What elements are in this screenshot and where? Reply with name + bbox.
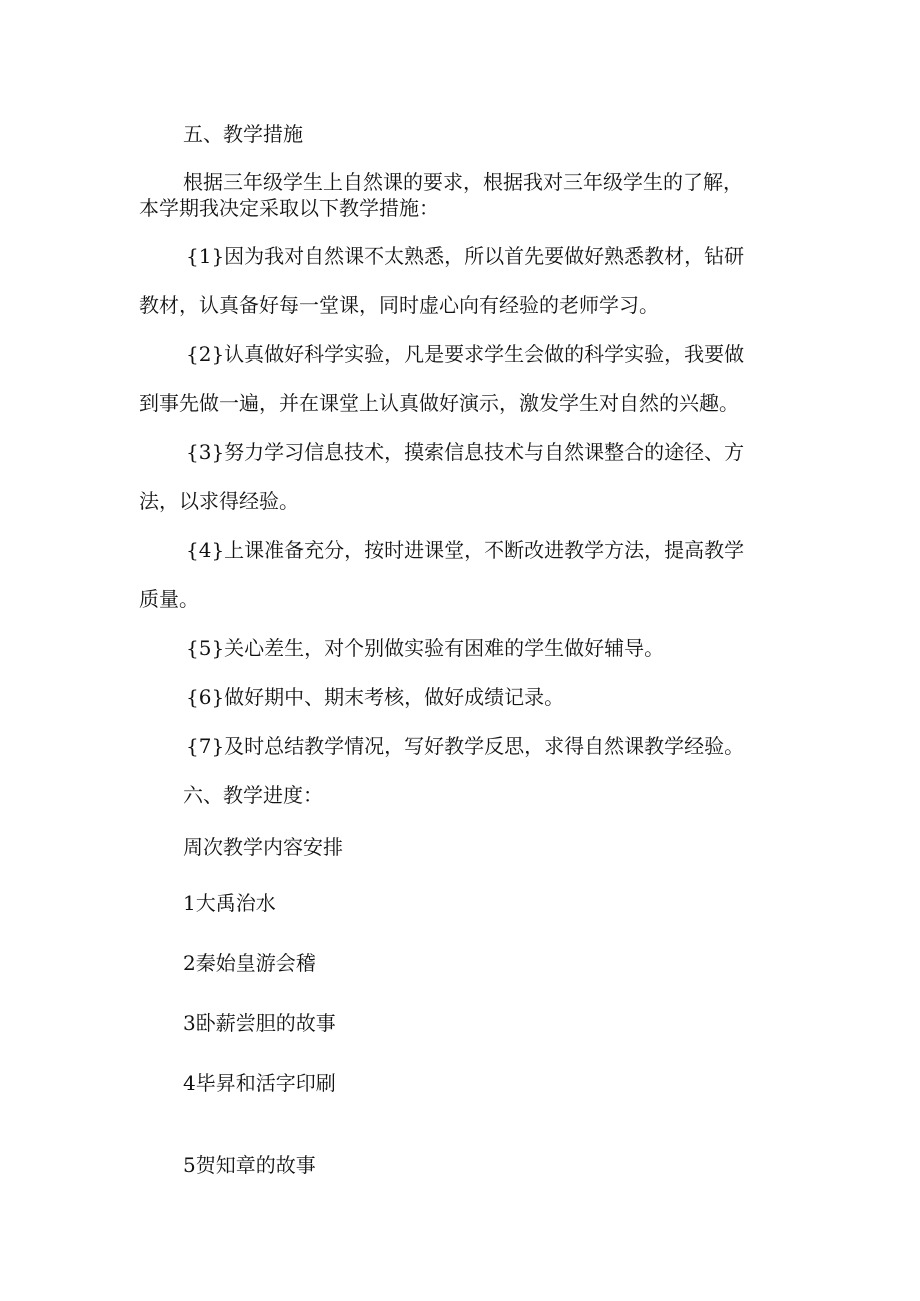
paragraph-line: 根据三年级学生上自然课的要求，根据我对三年级学生的了解，	[183, 170, 743, 194]
schedule-item: 4毕昇和活字印刷	[183, 1071, 336, 1095]
schedule-item: 5贺知章的故事	[183, 1153, 316, 1177]
measure-item-2: {2}认真做好科学实验，凡是要求学生会做的科学实验，我要做	[186, 342, 745, 366]
measure-item-7: {7}及时总结教学情况，写好教学反思，求得自然课教学经验。	[186, 734, 745, 758]
measure-item-5: {5}关心差生，对个别做实验有困难的学生做好辅导。	[186, 636, 665, 660]
schedule-item: 2秦始皇游会稽	[183, 951, 316, 975]
paragraph-line: 本学期我决定采取以下教学措施：	[139, 196, 439, 220]
paragraph-line: 质量。	[139, 587, 199, 611]
measure-item-6: {6}做好期中、期末考核，做好成绩记录。	[186, 685, 565, 709]
section-heading-teaching-progress: 六、教学进度：	[183, 783, 323, 807]
paragraph-line: 法，以求得经验。	[139, 489, 299, 513]
measure-item-1: {1}因为我对自然课不太熟悉，所以首先要做好熟悉教材，钻研	[186, 244, 745, 268]
paragraph-line: 到事先做一遍，并在课堂上认真做好演示，激发学生对自然的兴趣。	[139, 391, 739, 415]
measure-item-3: {3}努力学习信息技术，摸索信息技术与自然课整合的途径、方	[186, 440, 745, 464]
section-heading-teaching-measures: 五、教学措施	[183, 122, 303, 146]
schedule-item: 3卧薪尝胆的故事	[183, 1011, 336, 1035]
schedule-item: 1大禹治水	[183, 891, 276, 915]
schedule-header: 周次教学内容安排	[183, 835, 343, 859]
measure-item-4: {4}上课准备充分，按时进课堂，不断改进教学方法，提高教学	[186, 538, 745, 562]
paragraph-line: 教材，认真备好每一堂课，同时虚心向有经验的老师学习。	[139, 293, 659, 317]
